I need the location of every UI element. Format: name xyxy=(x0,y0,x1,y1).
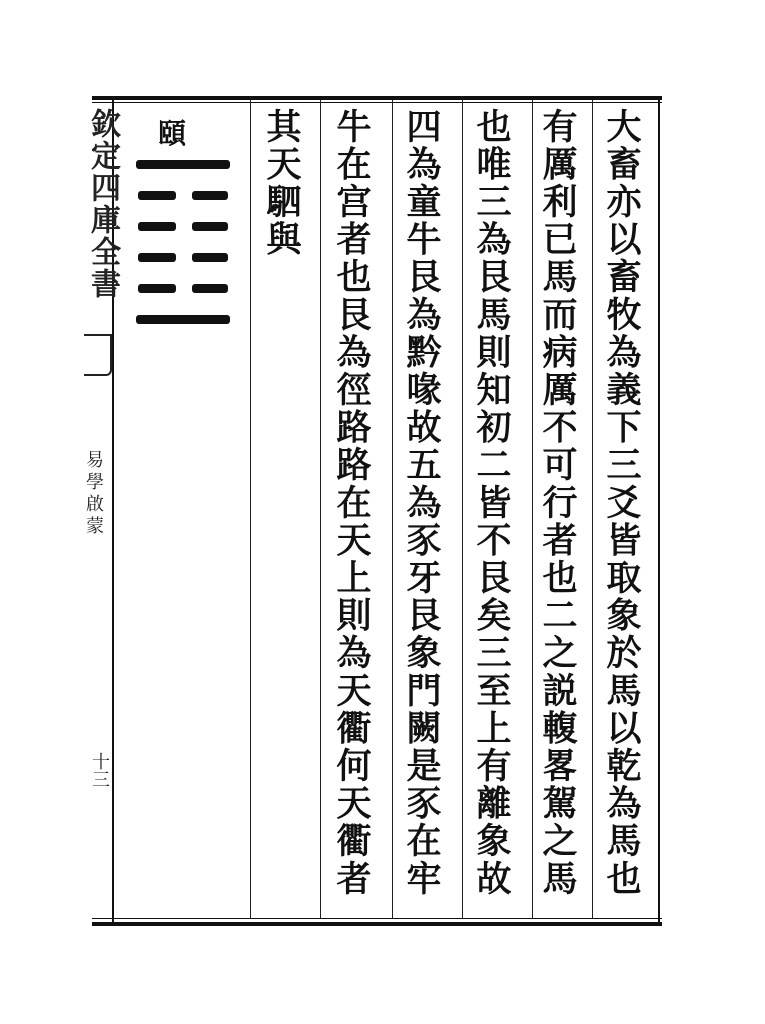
text-column-1: 大畜亦以畜牧為義下三爻皆取象於馬以乾為馬也 xyxy=(601,108,642,898)
text-column-5: 牛在宫者也艮為徑路路在天上則為天衢何天衢者 xyxy=(331,108,372,898)
column-divider xyxy=(532,100,533,918)
hexagram-line-1 xyxy=(136,315,230,324)
hexagram-line-4 xyxy=(136,222,230,231)
text-column-6: 其天駟與 xyxy=(261,108,302,259)
hexagram-line-2 xyxy=(136,284,230,293)
top-border xyxy=(92,96,662,100)
fishtail-mark xyxy=(84,334,112,376)
text-column-2: 有厲利已馬而病厲不可行者也二之説輹畧駕之馬 xyxy=(537,108,578,898)
hexagram-line-6 xyxy=(136,160,230,169)
bottom-border-inner xyxy=(92,918,662,919)
gutter-page-number: 十三 xyxy=(89,752,110,788)
column-divider xyxy=(250,100,251,918)
hexagram-line-5 xyxy=(136,191,230,200)
top-border-inner xyxy=(92,102,662,103)
column-divider xyxy=(592,100,593,918)
bottom-border xyxy=(92,922,662,926)
column-divider xyxy=(392,100,393,918)
right-border xyxy=(658,96,660,926)
hexagram-figure xyxy=(136,160,230,346)
gutter-section-title: 易學啟蒙 xyxy=(83,450,104,538)
column-divider xyxy=(462,100,463,918)
hexagram-line-3 xyxy=(136,253,230,262)
gutter-book-title: 欽定四庫全書 xyxy=(85,108,120,300)
text-column-4: 四為童牛艮為黔喙故五為豕牙艮象門闕是豕在牢 xyxy=(401,108,442,898)
text-column-3: 也唯三為艮馬則知初二皆不艮矣三至上有離象故 xyxy=(471,108,512,898)
hexagram-name: 頤 xyxy=(158,117,191,150)
column-divider xyxy=(320,100,321,918)
